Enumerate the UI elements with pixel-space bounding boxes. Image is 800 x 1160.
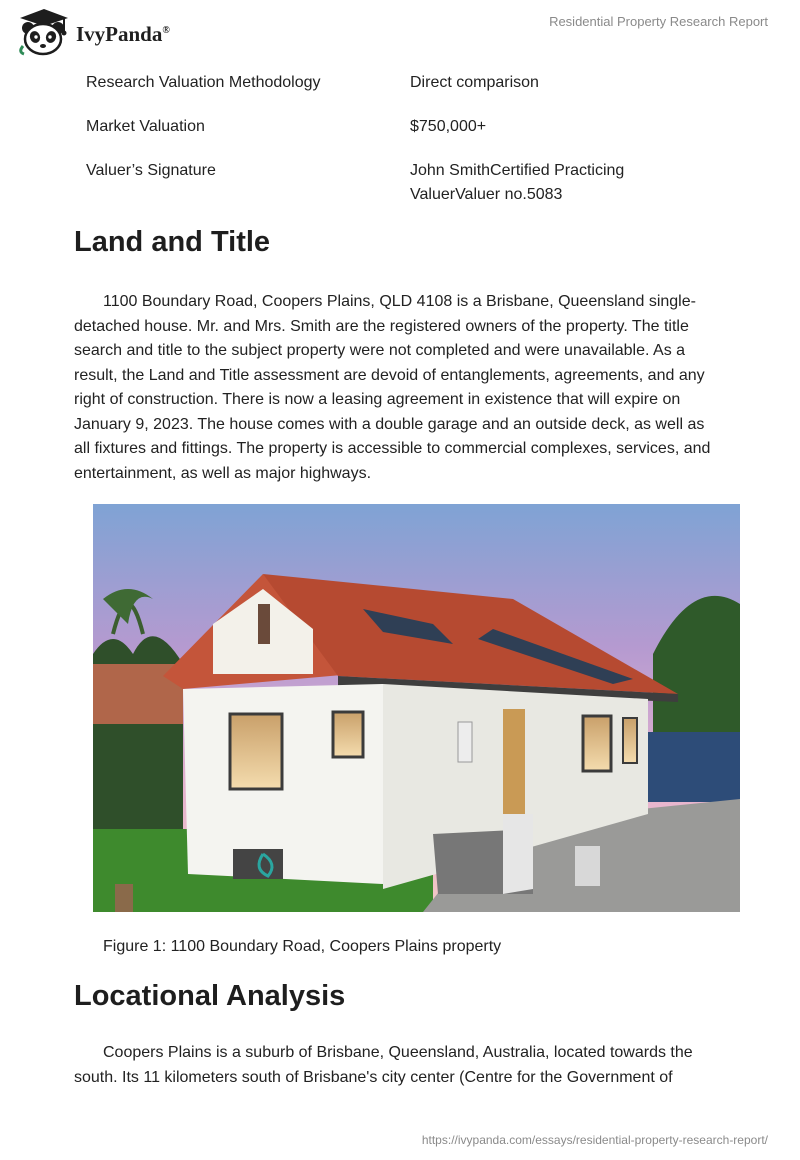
section-heading-land-title: Land and Title xyxy=(74,226,271,258)
property-photo xyxy=(93,504,740,912)
row-label: Valuer’s Signature xyxy=(86,162,216,179)
source-url-link[interactable]: https://ivypanda.com/essays/residential-property-research-report/ xyxy=(421,1133,768,1147)
brand-name: IvyPanda® xyxy=(76,21,170,46)
locational-analysis-paragraph: Coopers Plains is a suburb of Brisbane, Queensland, Australia, located towards the south. Its 11 kilometers south of Brisbane's city center (Centre for the Government of xyxy=(74,1044,693,1086)
section-heading-locational-analysis: Locational Analysis xyxy=(74,980,346,1012)
panda-graduate-icon xyxy=(14,6,70,56)
house-image xyxy=(93,504,740,912)
land-title-paragraph: 1100 Boundary Road, Coopers Plains, QLD 4108 is a Brisbane, Queensland single-detached house. Mr. and Mrs. Smith are the registered owners of the property. The title search and title to the subject property were not completed and were unavailable. As a result, the Land and Title assessment are devoid of entanglements, agreements, and any right of construction. There is now a leasing agreement in existence that will expire on January 9, 2023. The house comes with a double garage and an outside deck, as well as all fixtures and fittings. The property is accessible to commercial complexes, services, and entertainment, as well as major highways. xyxy=(74,293,711,482)
document-title: Residential Property Research Report xyxy=(549,14,768,29)
row-value: Direct comparison xyxy=(410,74,539,91)
row-value: $750,000+ xyxy=(410,118,487,135)
valuation-info-table xyxy=(86,71,736,227)
ivypanda-logo[interactable] xyxy=(14,6,170,56)
table-row xyxy=(86,115,736,139)
row-label: Market Valuation xyxy=(86,118,205,135)
row-label: Research Valuation Methodology xyxy=(86,74,321,91)
figure-caption: Figure 1: 1100 Boundary Road, Coopers Plains property xyxy=(103,938,502,955)
table-row xyxy=(86,71,736,95)
table-row xyxy=(86,159,736,207)
page-header xyxy=(0,0,800,60)
row-value: John SmithCertified Practicing ValuerValuer no.5083 xyxy=(410,162,625,203)
